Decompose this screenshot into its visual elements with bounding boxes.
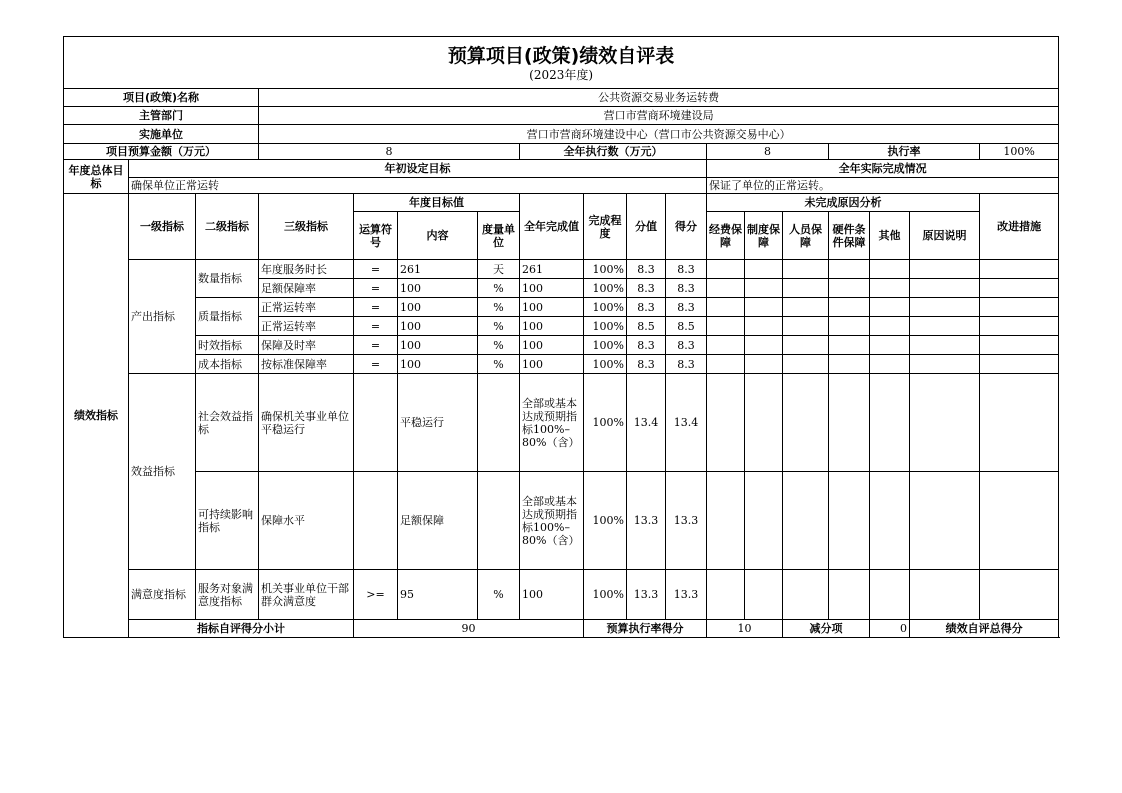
indicator-unit: % xyxy=(478,355,520,374)
indicator-unit: % xyxy=(478,317,520,336)
indicator-name: 保障水平 xyxy=(259,472,354,570)
indicator-score: 8.3 xyxy=(666,336,707,355)
indicator-max: 8.3 xyxy=(627,279,666,298)
header-reason-note: 原因说明 xyxy=(910,212,980,260)
table-row xyxy=(64,472,1059,570)
indicator-unit xyxy=(478,374,520,472)
header-reason-other: 其他 xyxy=(870,212,910,260)
header-reason-system: 制度保障 xyxy=(745,212,783,260)
header-lv3: 三级指标 xyxy=(259,194,354,260)
indicator-name: 确保机关事业单位平稳运行 xyxy=(259,374,354,472)
header-unit: 度量单位 xyxy=(478,212,520,260)
deduct-value: 0 xyxy=(870,620,910,638)
goal-actual-label: 全年实际完成情况 xyxy=(707,160,1059,178)
indicator-max: 8.3 xyxy=(627,355,666,374)
group-output: 产出指标 xyxy=(129,260,196,374)
table-row xyxy=(64,260,1059,279)
rate-value: 100% xyxy=(980,144,1059,160)
header-lv1: 一级指标 xyxy=(129,194,196,260)
page-subtitle: (2023年度) xyxy=(529,67,594,82)
indicator-name: 保障及时率 xyxy=(259,336,354,355)
header-degree: 完成程度 xyxy=(584,194,627,260)
header-target: 年度目标值 xyxy=(354,194,520,212)
exec-value: 8 xyxy=(707,144,829,160)
indicator-degree: 100% xyxy=(584,317,627,336)
evaluation-table xyxy=(63,36,1059,638)
indicator-done: 100 xyxy=(520,570,584,620)
indicator-done: 100 xyxy=(520,298,584,317)
indicator-score: 8.3 xyxy=(666,298,707,317)
indicator-score: 8.3 xyxy=(666,279,707,298)
indicator-content: 100 xyxy=(398,355,478,374)
indicator-content: 261 xyxy=(398,260,478,279)
exec-score-label: 预算执行率得分 xyxy=(584,620,707,638)
budget-value: 8 xyxy=(259,144,520,160)
indicator-max: 8.3 xyxy=(627,336,666,355)
header-score-max: 分值 xyxy=(627,194,666,260)
indicator-done: 100 xyxy=(520,317,584,336)
indicator-max: 13.4 xyxy=(627,374,666,472)
indicator-score: 8.5 xyxy=(666,317,707,336)
indicator-degree: 100% xyxy=(584,374,627,472)
group-effect: 效益指标 xyxy=(129,374,196,570)
group-service: 服务对象满意度指标 xyxy=(196,570,259,620)
indicator-content: 足额保障 xyxy=(398,472,478,570)
group-timeliness: 时效指标 xyxy=(196,336,259,355)
table-row xyxy=(64,374,1059,472)
group-quantity: 数量指标 xyxy=(196,260,259,298)
indicator-unit: % xyxy=(478,279,520,298)
indicator-op: = xyxy=(354,298,398,317)
goal-initial-label: 年初设定目标 xyxy=(129,160,707,178)
header-reason: 未完成原因分析 xyxy=(707,194,980,212)
dept: 营口市营商环境建设局 xyxy=(259,107,1059,125)
indicator-unit xyxy=(478,472,520,570)
indicator-score: 8.3 xyxy=(666,355,707,374)
header-reason-hardware: 硬件条件保障 xyxy=(829,212,870,260)
indicator-done: 261 xyxy=(520,260,584,279)
table-row xyxy=(64,570,1059,620)
indicator-degree: 100% xyxy=(584,472,627,570)
indicator-max: 8.3 xyxy=(627,298,666,317)
indicator-name: 年度服务时长 xyxy=(259,260,354,279)
indicator-max: 8.3 xyxy=(627,260,666,279)
total-label: 绩效自评总得分 xyxy=(910,620,1059,638)
indicator-unit: % xyxy=(478,336,520,355)
indicator-unit: 天 xyxy=(478,260,520,279)
goal-actual: 保证了单位的正常运转。 xyxy=(707,178,1059,194)
indicator-op: = xyxy=(354,317,398,336)
indicator-name: 正常运转率 xyxy=(259,298,354,317)
indicator-op xyxy=(354,374,398,472)
header-lv2: 二级指标 xyxy=(196,194,259,260)
indicator-op xyxy=(354,472,398,570)
indicator-unit: % xyxy=(478,298,520,317)
deduct-label: 减分项 xyxy=(783,620,870,638)
indicator-content: 95 xyxy=(398,570,478,620)
indicator-op: = xyxy=(354,355,398,374)
indicator-degree: 100% xyxy=(584,570,627,620)
indicator-name: 机关事业单位干部群众满意度 xyxy=(259,570,354,620)
header-done: 全年完成值 xyxy=(520,194,584,260)
impl: 营口市营商环境建设中心（营口市公共资源交易中心） xyxy=(259,125,1059,144)
indicator-op: >= xyxy=(354,570,398,620)
indicator-unit: % xyxy=(478,570,520,620)
header-improve: 改进措施 xyxy=(980,194,1059,260)
rate-label: 执行率 xyxy=(829,144,980,160)
indicator-score: 13.3 xyxy=(666,472,707,570)
indicator-name: 正常运转率 xyxy=(259,317,354,336)
table-row xyxy=(64,336,1059,355)
title-cell xyxy=(64,37,1059,89)
indicator-content: 100 xyxy=(398,317,478,336)
group-satisfaction: 满意度指标 xyxy=(129,570,196,620)
indicator-op: = xyxy=(354,260,398,279)
subtotal-value: 90 xyxy=(354,620,584,638)
header-reason-staff: 人员保障 xyxy=(783,212,829,260)
header-content: 内容 xyxy=(398,212,478,260)
subtotal-label: 指标自评得分小计 xyxy=(129,620,354,638)
indicator-content: 平稳运行 xyxy=(398,374,478,472)
table-row xyxy=(64,355,1059,374)
header-score: 得分 xyxy=(666,194,707,260)
project-name-label: 项目(政策)名称 xyxy=(64,89,259,107)
indicator-score: 8.3 xyxy=(666,260,707,279)
indicator-content: 100 xyxy=(398,298,478,317)
indicator-op: = xyxy=(354,336,398,355)
indicator-done: 全部或基本达成预期指标100%–80%（含） xyxy=(520,472,584,570)
indicator-degree: 100% xyxy=(584,279,627,298)
header-reason-funding: 经费保障 xyxy=(707,212,745,260)
indicator-max: 8.5 xyxy=(627,317,666,336)
indicator-max: 13.3 xyxy=(627,472,666,570)
indicator-done: 全部或基本达成预期指标100%–80%（含） xyxy=(520,374,584,472)
indicator-score: 13.3 xyxy=(666,570,707,620)
indicator-degree: 100% xyxy=(584,298,627,317)
indicator-max: 13.3 xyxy=(627,570,666,620)
impl-label: 实施单位 xyxy=(64,125,259,144)
indicator-score: 13.4 xyxy=(666,374,707,472)
exec-score-value: 10 xyxy=(707,620,783,638)
exec-label: 全年执行数（万元） xyxy=(520,144,707,160)
header-op: 运算符号 xyxy=(354,212,398,260)
indicator-degree: 100% xyxy=(584,260,627,279)
indicator-degree: 100% xyxy=(584,336,627,355)
group-social: 社会效益指标 xyxy=(196,374,259,472)
indicator-done: 100 xyxy=(520,355,584,374)
goal-initial: 确保单位正常运转 xyxy=(129,178,707,194)
group-sustain: 可持续影响指标 xyxy=(196,472,259,570)
dept-label: 主管部门 xyxy=(64,107,259,125)
indicator-op: = xyxy=(354,279,398,298)
perf-label: 绩效指标 xyxy=(64,194,129,638)
project-name: 公共资源交易业务运转费 xyxy=(259,89,1059,107)
goal-label: 年度总体目标 xyxy=(64,160,129,194)
budget-label: 项目预算金额（万元） xyxy=(64,144,259,160)
indicator-name: 足额保障率 xyxy=(259,279,354,298)
group-quality: 质量指标 xyxy=(196,298,259,336)
table-row xyxy=(64,298,1059,317)
group-cost: 成本指标 xyxy=(196,355,259,374)
indicator-content: 100 xyxy=(398,279,478,298)
indicator-done: 100 xyxy=(520,279,584,298)
indicator-content: 100 xyxy=(398,336,478,355)
page-title: 预算项目(政策)绩效自评表 xyxy=(447,44,675,67)
indicator-name: 按标准保障率 xyxy=(259,355,354,374)
self-evaluation-sheet xyxy=(63,36,1058,638)
indicator-degree: 100% xyxy=(584,355,627,374)
indicator-done: 100 xyxy=(520,336,584,355)
